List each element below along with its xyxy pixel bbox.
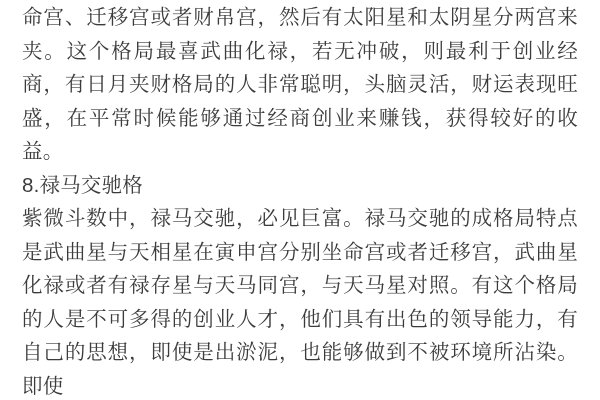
section-heading: 8.禄马交驰格 [22, 173, 143, 197]
section-paragraph: 紫微斗数中，禄马交驰，必见巨富。禄马交驰的成格局特点是武曲星与天相星在寅申宫分别坐命宫或者迁移宫，武曲星化禄或者有禄存星与天马同宫，与天马星对照。有这个格局的人是不可多得的创业人才，他们具有出色的领导能力，有自己的思想，即使是出淤泥，也能够做到不被环境所沾染。即使 [22, 207, 578, 398]
paragraph-continued: 命宫、迁移宫或者财帛宫，然后有太阳星和太阴星分两宫来夹。这个格局最喜武曲化禄，若无冲破，则最利于创业经商，有日月夹财格局的人非常聪明，头脑灵活，财运表现旺盛，在平常时候能够通过经商创业来赚钱，获得较好的收益。 [22, 6, 578, 163]
